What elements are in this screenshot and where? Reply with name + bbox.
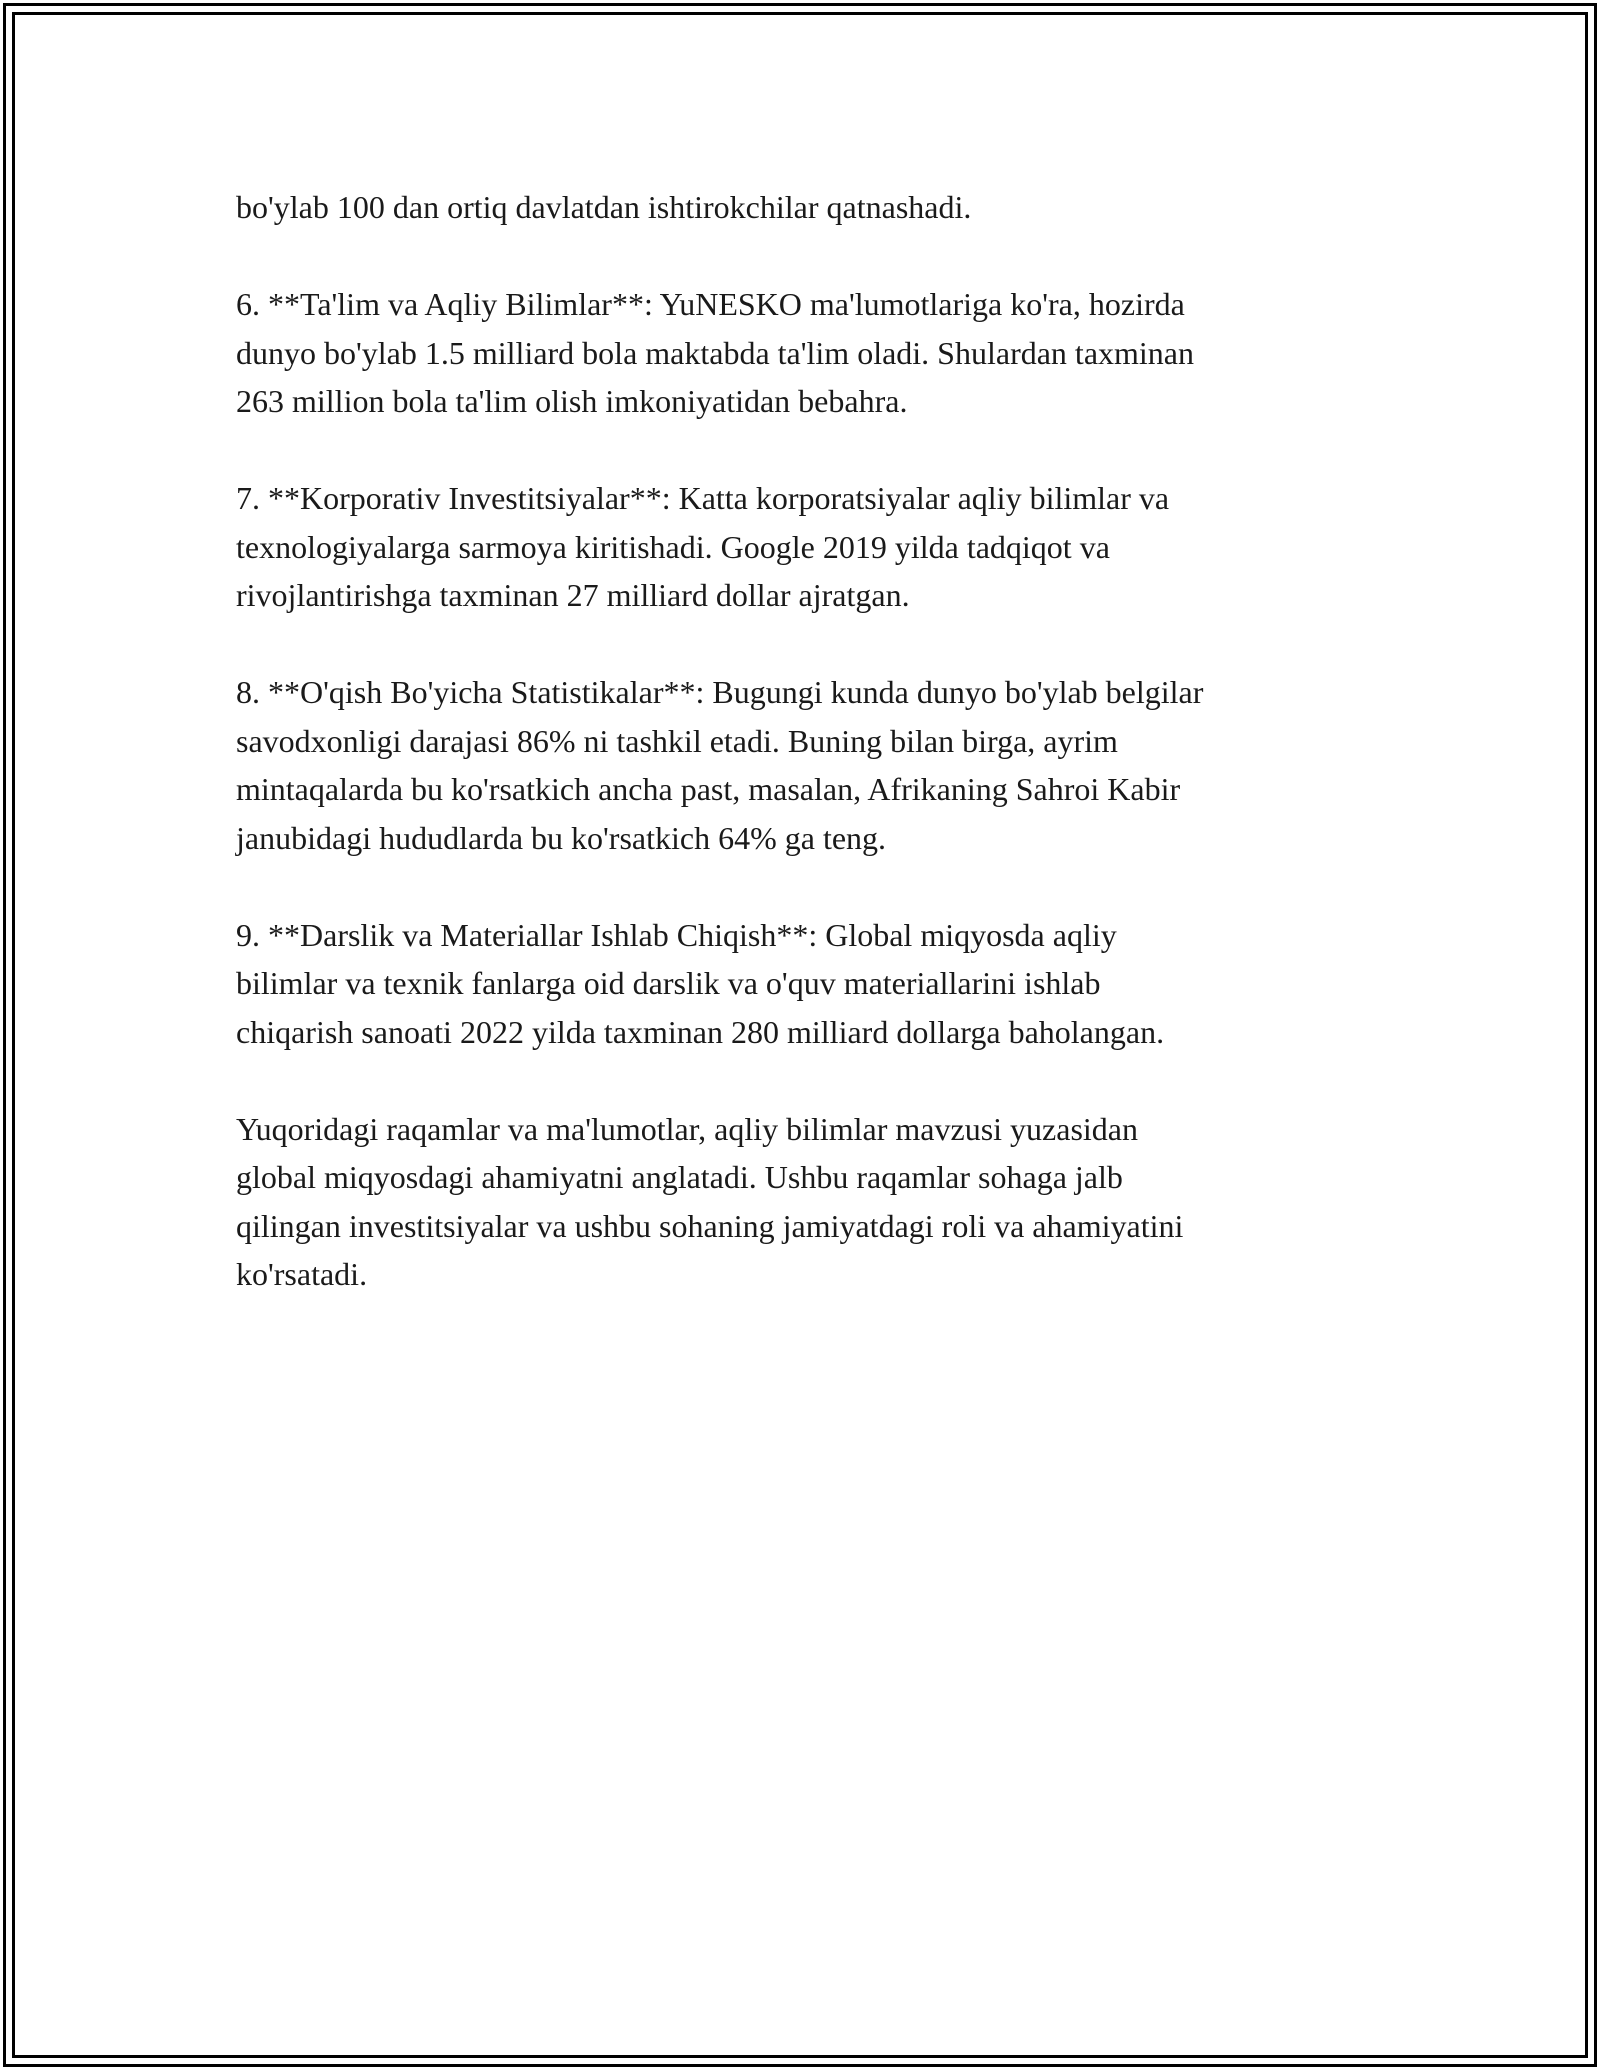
document-body <box>236 183 1366 1347</box>
paragraph-item-9: 9. **Darslik va Materiallar Ishlab Chiqish**: Global miqyosda aqliy bilimlar va texnik fanlarga oid darslik va o'quv materiallarini ishlab chiqarish sanoati 2022 yilda taxminan 280 milliard dollarga baholangan. <box>236 916 1165 1050</box>
paragraph-continuation: bo'ylab 100 dan ortiq davlatdan ishtirokchilar qatnashadi. <box>236 189 972 225</box>
paragraph-item-7: 7. **Korporativ Investitsiyalar**: Katta korporatsiyalar aqliy bilimlar va texnologiyalarga sarmoya kiritishadi. Google 2019 yilda tadqiqot va rivojlantirishga taxminan 27 milliard dollar ajratgan. <box>236 480 1170 613</box>
paragraph-conclusion: Yuqoridagi raqamlar va ma'lumotlar, aqliy bilimlar mavzusi yuzasidan global miqyosdagi ahamiyatni anglatadi. Ushbu raqamlar sohaga jalb qilingan investitsiyalar va ushbu sohaning jamiyatdagi roli va ahamiyatini ko'rsatadi. <box>236 1110 1184 1292</box>
paragraph-item-6: 6. **Ta'lim va Aqliy Bilimlar**: YuNESKO ma'lumotlariga ko'ra, hozirda dunyo bo'ylab 1.5 milliard bola maktabda ta'lim oladi. Shulardan taxminan 263 million bola ta'lim olish imkoniyatidan bebahra. <box>236 286 1194 419</box>
paragraph-item-8: 8. **O'qish Bo'yicha Statistikalar**: Bugungi kunda dunyo bo'ylab belgilar savodxonligi darajasi 86% ni tashkil etadi. Buning bilan birga, ayrim mintaqalarda bu ko'rsatkich ancha past, masalan, Afrikaning Sahroi Kabir janubidagi hududlarda bu ko'rsatkich 64% ga teng. <box>236 674 1204 856</box>
